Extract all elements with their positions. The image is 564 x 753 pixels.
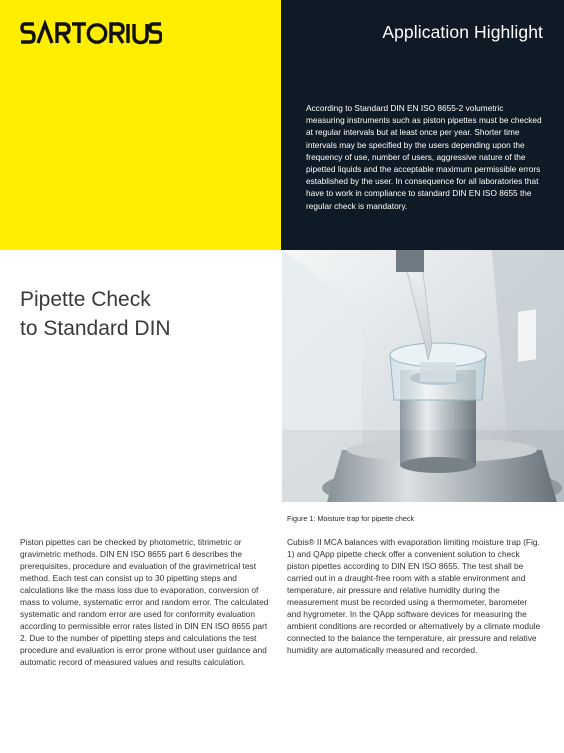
page-title-line-2: to Standard DIN bbox=[20, 317, 171, 340]
body-text-right-column: Cubis® II MCA balances with evaporation limiting moisture trap (Fig. 1) and QApp pipette check offer a convenient solution to check piston pipettes according to DIN EN ISO 8655. The test shall be carried out in a draught-free room with a stable environment and temperature, air pressure and relative humidity during the measurement must be recorded using a thermometer, barometer and hygrometer. In the QApp software devices for measuring the ambient conditions are recorded or alternatively by a climate module connected to the balance the temperature, air pressure and relative humidity are automatically measured and recorded. bbox=[287, 537, 541, 656]
body-text-left-column: Piston pipettes can be checked by photometric, titrimetric or gravimetric methods. DIN EN ISO 8655 part 6 describes the prerequisites, procedure and evaluation of the gravimetrical test method. Each test can consist up to 30 pipetting steps and calculations like the mass loss due to evaporation, conversion of mass to volume, systematic error and random error. The calculated systematic and random error are used for conformity evaluation according to permissible error rates listed in DIN EN ISO 8655 part 2. Due to the number of pipetting steps and calculations the test procedure and evaluation is error prone without user guidance and automatic record of measured values and results calculation. bbox=[20, 537, 269, 668]
figure-caption: Figure 1: Moisture trap for pipette check bbox=[287, 514, 415, 523]
sartorius-logo bbox=[20, 18, 162, 48]
page-title bbox=[20, 285, 270, 343]
document-type-label: Application Highlight bbox=[382, 22, 543, 42]
page-title-line-1: Pipette Check bbox=[20, 288, 151, 311]
moisture-trap-photo bbox=[282, 250, 564, 502]
intro-paragraph: According to Standard DIN EN ISO 8655-2 volumetric measuring instruments such as piston pipettes must be checked at regular intervals but at least once per year. Shorter time intervals may be specified by the users depending upon the frequency of use, number of users, aggressive nature of the pipetted liquids and the acceptable maximum permissible errors established by the user. In consequence for all laboratories that have to work in compliance to standard DIN EN ISO 8655 the regular check is mandatory. bbox=[306, 103, 542, 211]
moisture-trap-illustration bbox=[282, 250, 564, 502]
sartorius-wordmark-graphic bbox=[20, 20, 162, 46]
